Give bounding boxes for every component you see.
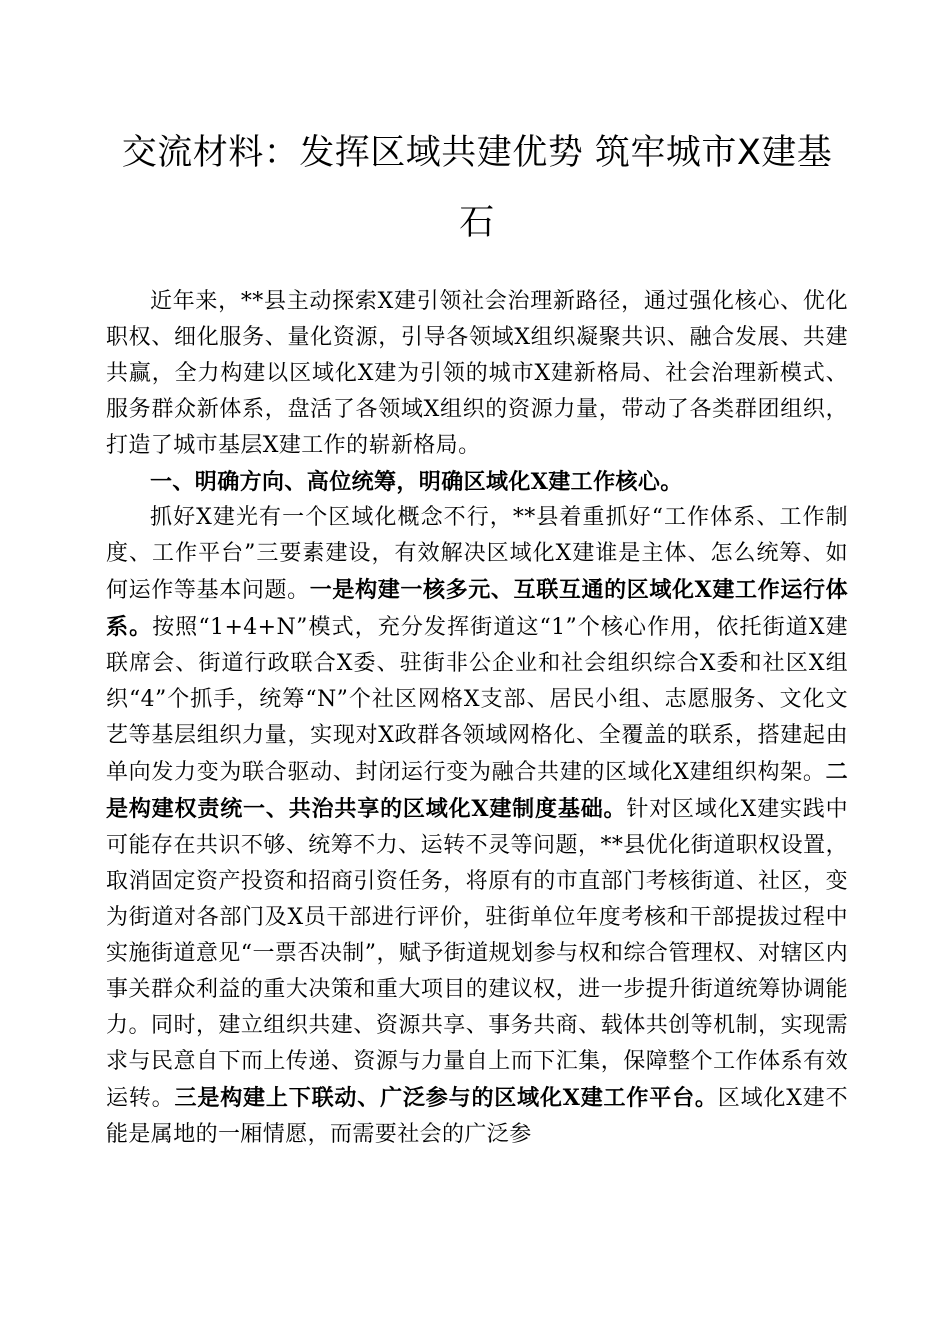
intro-paragraph: 近年来，**县主动探索Ⅹ建引领社会治理新路径，通过强化核心、优化职权、细化服务、量化资源，引导各领域Ⅹ组织凝聚共识、融合发展、共建共赢，全力构建以区域化Ⅹ建为引领的城市Ⅹ建新格局、社会治理新模式、服务群众新体系，盘活了各领域Ⅹ组织的资源力量，带动了各类群团组织，打造了城市基层Ⅹ建工作的崭新格局。 xyxy=(106,289,848,458)
body-text: 区域化Ⅹ建不能是属地的一厢情愿，而需要社会的广泛参 xyxy=(106,1086,849,1147)
body-text: 针对区域化Ⅹ建实践中可能存在共识不够、统筹不力、运转不灵等问题，**县优化街道职权设置，取消固定资产投资和招商引资任务，将原有的市直部门考核街道、社区，变为街道对各部门及Ⅹ员干部进行评价，驻街单位年度考核和干部提拔过程中实施街道意见“一票否决制”，赋予街道规划参与权和综合管理权、对辖区内事关群众利益的重大决策和重大项目的建议权，进一步提升街道统筹协调能力。同时，建立组织共建、资源共享、事务共商、载体共创等机制，实现需求与民意自下而上传递、资源与力量自上而下汇集，保障整个工作体系有效运转。 xyxy=(106,797,848,1111)
bold-point-1: 一是构建一核多元、互联互通的区域化Ⅹ建工作运行体系。 xyxy=(106,577,849,640)
document-page xyxy=(106,118,848,1153)
document-title: 交流材料：发挥区域共建优势 筑牢城市Ⅹ建基石 xyxy=(121,133,833,243)
body-text: 抓好Ⅹ建光有一个区域化概念不行，**县着重抓好“工作体系、工作制度、工作平台”三要素建设，有效解决区域化Ⅹ建谁是主体、怎么统筹、如何运作等基本问题。 xyxy=(106,505,848,603)
bold-point-3: 三是构建上下联动、广泛参与的区域化Ⅹ建工作平台。 xyxy=(174,1085,718,1111)
bold-point-2: 二是构建权责统一、共治共享的区域化Ⅹ建制度基础。 xyxy=(106,759,848,822)
body-text: 按照“1+4+N”模式，充分发挥街道这“1”个核心作用，依托街道Ⅹ建联席会、街道行政联合Ⅹ委、驻街非公企业和社会组织综合Ⅹ委和社区Ⅹ组织“4”个抓手，统筹“N”个社区网格Ⅹ支部、居民小组、志愿服务、文化文艺等基层组织力量，实现对Ⅹ政群各领域网格化、全覆盖的联系，搭建起由单向发力变为联合驱动、封闭运行变为融合共建的区域化Ⅹ建组织构架。 xyxy=(106,615,848,785)
section-heading: 一、明确方向、高位统筹，明确区域化Ⅹ建工作核心。 xyxy=(150,469,683,495)
section-body-paragraph xyxy=(106,500,848,1153)
